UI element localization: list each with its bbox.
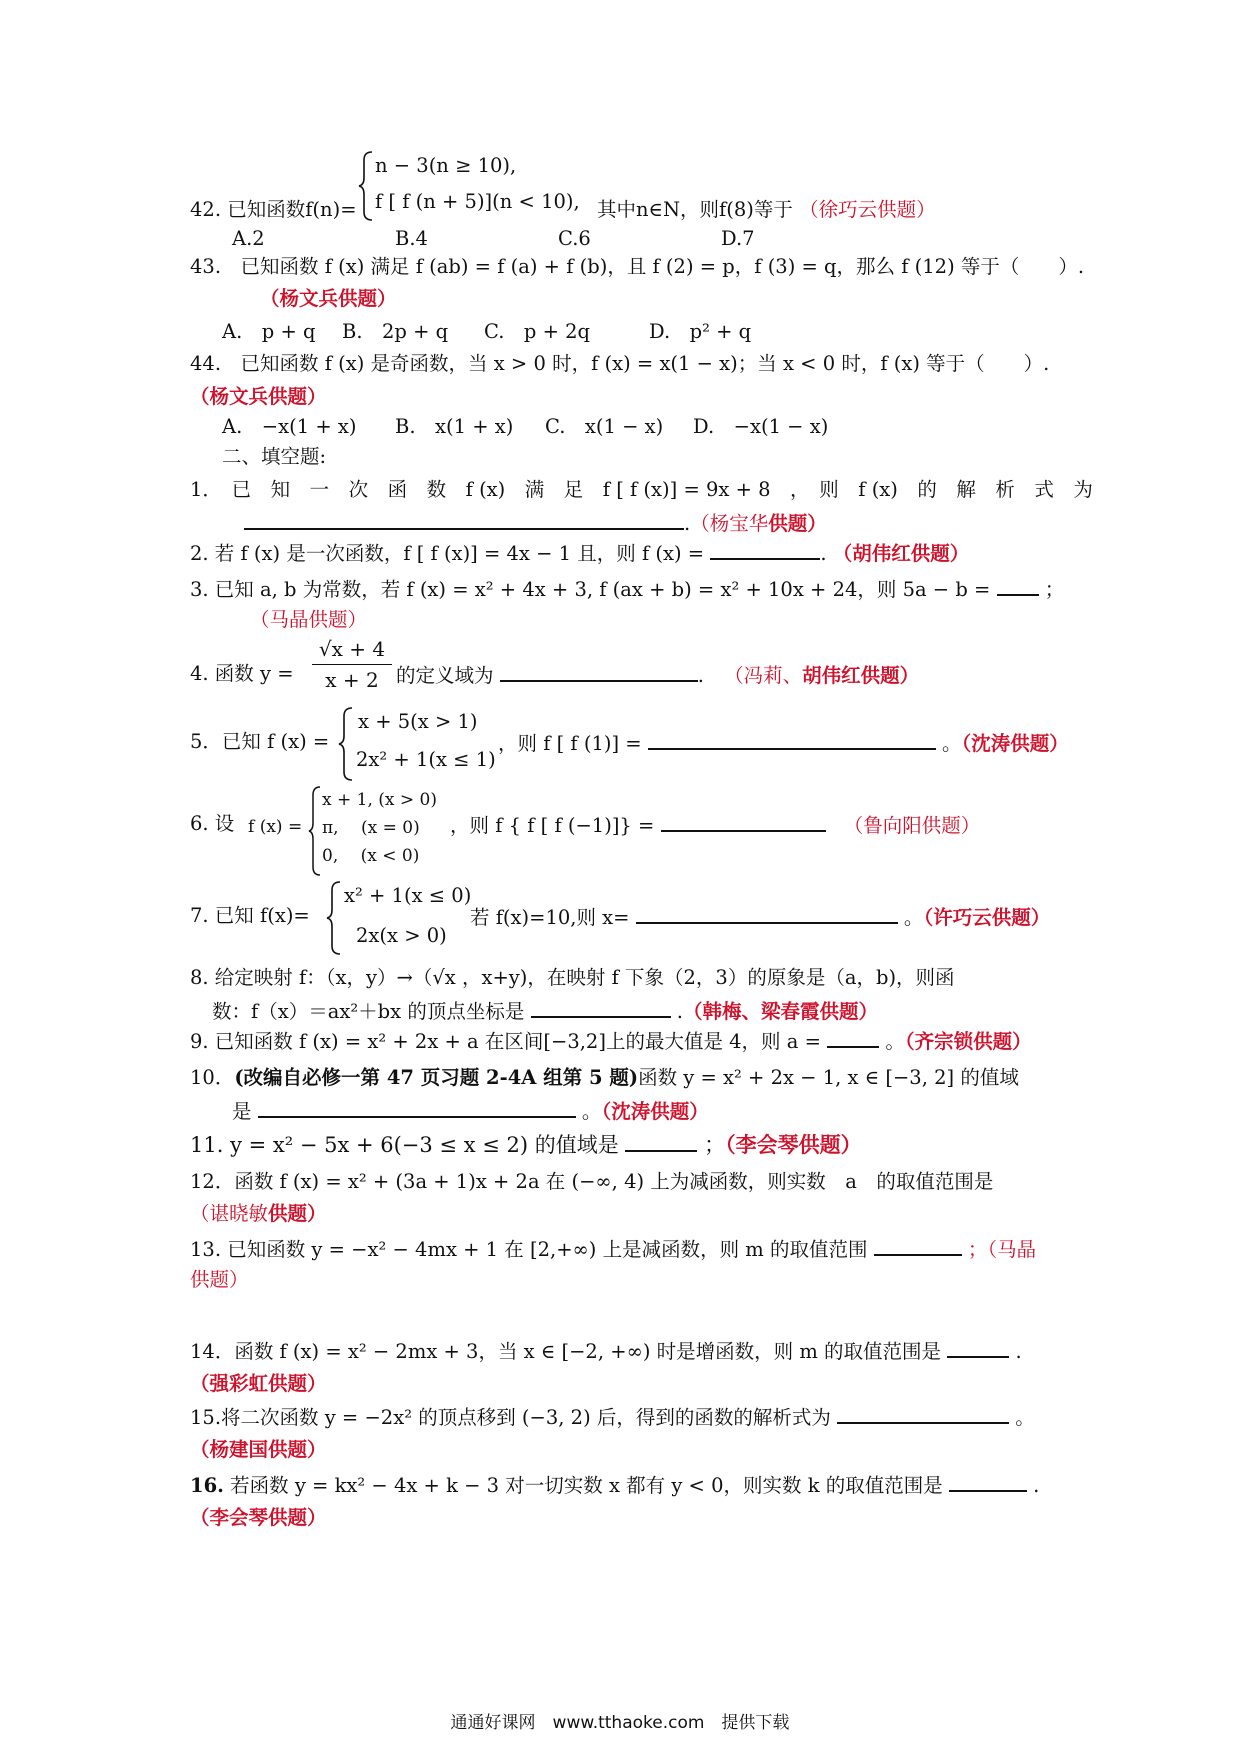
f12-source-1: （谌晓敏: [190, 1202, 269, 1225]
q43-option-a: A. p + q: [222, 320, 316, 343]
f2-answer-blank[interactable]: [710, 538, 820, 560]
f5-tail: 。: [942, 732, 962, 755]
q43-options: [222, 318, 1092, 346]
f9-source: （齐宗锁供题）: [904, 1030, 1032, 1053]
f6-row-1: x + 1, (x > 0): [322, 790, 437, 810]
q43-option-c: C. p + 2q: [484, 320, 591, 343]
f10-line-2: 是: [232, 1100, 252, 1123]
f6-row-3: 0, (x < 0): [322, 846, 420, 866]
f6-pre: 6. 设: [190, 812, 235, 835]
q42-option-a: A.2: [232, 227, 265, 250]
f9-tail: 。: [885, 1030, 905, 1053]
f10-tail: 。: [581, 1100, 602, 1123]
f13-line-2: 供题）: [190, 1268, 249, 1291]
q43-text: 43. 已知函数 f (x) 满足 f (ab) = f (a) + f (b)，且 f (2) = p，f (3) = q，那么 f (12) 等于（ ）.: [190, 255, 1085, 278]
f14-tail: .: [1015, 1340, 1022, 1363]
f15-answer-blank[interactable]: [837, 1402, 1009, 1424]
f3-source: （马晶供题）: [250, 608, 368, 631]
q42-tail: 其中n∈N，则f(8)等于: [597, 198, 793, 221]
brace-icon: [338, 706, 354, 782]
f4-denominator: x + 2: [325, 668, 379, 692]
q44-option-d: D. −x(1 − x): [693, 415, 829, 438]
f10-text: 函数 y = x² + 2x − 1, x ∈ [−3, 2] 的值域: [638, 1066, 1019, 1089]
f4-source-2: 胡伟红供题）: [802, 664, 920, 687]
q44-text: 44. 已知函数 f (x) 是奇函数，当 x > 0 时，f (x) = x(1 − x)；当 x < 0 时，f (x) 等于（ ）.: [190, 352, 1050, 375]
q44-source: （杨文兵供题）: [190, 385, 327, 408]
f7-top: x² + 1(x ≤ 0): [344, 884, 472, 907]
f8-line-2: 数：f（x）＝ax²＋bx 的顶点坐标是: [212, 1000, 525, 1023]
f5-answer-blank[interactable]: [648, 728, 936, 750]
f11-source: （李会琴供题）: [725, 1132, 862, 1157]
f7-tail: 。: [903, 906, 924, 929]
f16-answer-blank[interactable]: [949, 1470, 1027, 1492]
f6-row-2: π, (x = 0): [322, 818, 420, 838]
f4-numerator: √x + 4: [312, 634, 392, 665]
f7-bottom: 2x(x > 0): [356, 924, 447, 947]
f3-answer-blank[interactable]: [997, 574, 1039, 596]
f13-text: 13. 已知函数 y = −x² − 4mx + 1 在 [2,+∞) 上是减函数，则 m 的取值范围: [190, 1238, 868, 1261]
f8-tail: .: [676, 1000, 683, 1023]
f7-answer-blank[interactable]: [636, 902, 898, 924]
fill-question-9: [190, 1026, 1060, 1056]
f11-text: 11. y = x² − 5x + 6(−3 ≤ x ≤ 2) 的值域是: [190, 1133, 619, 1157]
f15-tail: 。: [1015, 1406, 1035, 1429]
f9-answer-blank[interactable]: [827, 1026, 879, 1048]
f8-source: （韩梅、梁春霞供题）: [682, 1000, 878, 1023]
f1-text: 1． 已 知 一 次 函 数 f (x) 满 足 f [ f (x)] = 9x + 8 ， 则 f (x) 的 解 析 式 为: [190, 478, 1093, 501]
f8-answer-blank[interactable]: [531, 996, 671, 1018]
q42-brace-top: n − 3(n ≥ 10),: [375, 154, 517, 177]
q42-options: [232, 225, 1102, 253]
f15-source: （杨建国供题）: [190, 1438, 327, 1461]
f11-answer-blank[interactable]: [625, 1130, 697, 1152]
f1-source-bold: 供题）: [768, 512, 827, 535]
f7-post: 若 f(x)=10,则 x=: [470, 906, 630, 929]
f2-text: 2. 若 f (x) 是一次函数，f [ f (x)] = 4x − 1 且，则 f (x) =: [190, 542, 705, 565]
f4-pre: 4. 函数 y =: [190, 662, 294, 685]
brace-icon: [326, 880, 342, 956]
f7-pre: 7. 已知 f(x)=: [190, 904, 310, 927]
q43-option-d: D. p² + q: [649, 320, 752, 343]
q42-option-b: B.4: [395, 227, 428, 250]
f10-number: 10．: [190, 1066, 235, 1089]
f1-answer-blank[interactable]: [244, 508, 684, 530]
fill-question-2: 2. 若 f (x) 是一次函数，f [ f (x)] = 4x − 1 且，则 f (x) = . （胡伟红供题）: [190, 538, 1060, 568]
f6-answer-blank[interactable]: [661, 810, 826, 832]
f7-source: （许巧云供题）: [923, 906, 1051, 929]
f12-text: 12．函数 f (x) = x² + (3a + 1)x + 2a 在 (−∞, 4) 上为减函数，则实数 a 的取值范围是: [190, 1170, 994, 1193]
q44-option-c: C. x(1 − x): [545, 415, 664, 438]
f14-answer-blank[interactable]: [947, 1336, 1009, 1358]
f14-text: 14．函数 f (x) = x² − 2mx + 3，当 x ∈ [−2, +∞) 时是增函数，则 m 的取值范围是: [190, 1340, 942, 1363]
q42-option-c: C.6: [558, 227, 591, 250]
f16-text: 若函数 y = kx² − 4x + k − 3 对一切实数 x 都有 y < 0，则实数 k 的取值范围是: [223, 1474, 943, 1497]
f5-pre: 5．已知 f (x) =: [190, 730, 330, 753]
f5-bottom: 2x² + 1(x ≤ 1): [356, 748, 496, 771]
brace-icon: [308, 785, 322, 877]
q42-option-d: D.7: [721, 227, 755, 250]
f4-source-1: （冯莉、: [724, 664, 803, 687]
q42-brace-bottom: f [ f (n + 5)](n < 10),: [375, 190, 580, 213]
f16-tail: .: [1033, 1474, 1040, 1497]
f5-source: （沈涛供题）: [961, 732, 1069, 755]
q44-option-a: A. −x(1 + x): [222, 415, 357, 438]
f10-source: （沈涛供题）: [601, 1100, 709, 1123]
f16-number: 16.: [190, 1474, 224, 1497]
f6-post: ，则 f { f [ f (−1)]} =: [450, 814, 655, 837]
f12-source-2: 供题）: [268, 1202, 327, 1225]
f6-source: （鲁向阳供题）: [843, 814, 981, 837]
f9-text: 9. 已知函数 f (x) = x² + 2x + a 在区间[−3,2]上的最大值是 4，则 a =: [190, 1030, 821, 1053]
q43-source: （杨文兵供题）: [260, 287, 397, 310]
f10-note: (改编自必修一第 47 页习题 2-4A 组第 5 题): [234, 1066, 639, 1089]
f6-fx: f (x) =: [248, 817, 303, 837]
f4-post: 的定义域为: [396, 664, 494, 687]
page-footer: 通通好课网 www.tthaoke.com 提供下载: [450, 1713, 790, 1733]
f15-text: 15.将二次函数 y = −2x² 的顶点移到 (−3, 2) 后，得到的函数的解析式为: [190, 1406, 831, 1429]
f14-source: （强彩虹供题）: [190, 1372, 327, 1395]
q44-options: [222, 413, 1092, 441]
f13-tail: ；（马晶: [967, 1238, 1037, 1261]
fill-question-11: [190, 1130, 1060, 1159]
f13-answer-blank[interactable]: [874, 1234, 962, 1256]
document-page: n − 3(n ≥ 10), 42. 已知函数f(n)= f [ f (n + 5)](n < 10), 其中n∈N，则f(8)等于 （徐巧云供题） A.2 B.4 C.6 D.7 43. 已知函数 f (x) 满足 f (ab) = f (a) + f (b)，且 f (2) = p，f (3) = q，那么 f (12) 等于（ ）. （杨文兵供题） A. p + q B. 2p + q C. p + 2q D. p² + q 44. 已知函数 f (x) 是奇函数，当 x > 0 时，f (x) = x(1 − x)；当 x < 0 时，f (x) 等于（ ）. （杨文兵供题） A. −x(1 + x) B. x(1 + x) C. x(1 − x) D. −x(1 − x) 二、填空题: 1． 已 知 一 次 函 数 f (x) 满 足 f [ f (x)] = 9x + 8 ， 则 f (x) 的 解 析 式 为 .（杨宝华供题） 2. 若 f (x) 是一次函数，f [ f (x)] = 4x − 1 且，则 f (x) = . （胡伟红供题） 3. 已知 a, b 为常数，若 f (x) = x² + 4x + 3, f (ax + b) = x² + 10x + 24，则 5a − b = ； （马晶供题） 4. 函数 y = $\frac{√x + 4}{x + 2}$ 的定义域为 . （冯莉、胡伟红供题） 5．已知 f (x) = x + 5(x > 1) 2x² + 1(x ≤ 1) ，则 f [ f (1)] = 。（沈涛供题） 6. 设 f (x) = x + 1, (x > 0) π, (x = 0) 0, (x < 0) ，则 f { f [ f (−1)]} = （鲁向阳供题） 7. 已知 f(x)= x² + 1(x ≤ 0) 2x(x > 0) 若 f(x)=10,则 x= 。（许巧云供题） 8. 给定映射 f：（x，y）→（√x ，x+y)，在映射 f 下象（2，3）的原象是（a，b)，则函 数：f（x）＝ax²＋bx 的顶点坐标是 .（韩梅、梁春霞供题） 9. 已知函数 f (x) = x² + 2x + a 在区间[−3,2]上的最大值是 4，则 a = 。（齐宗锁供题） 10．(改编自必修一第 47 页习题 2-4A 组第 5 题)函数 y = x² + 2x − 1, x ∈ [−3, 2] 的值域 是 。（沈涛供题） 11. y = x² − 5x + 6(−3 ≤ x ≤ 2) 的值域是 ；（李会琴供题） 12．函数 f (x) = x² + (3a + 1)x + 2a 在 (−∞, 4) 上为减函数，则实数 a 的取值范围是 （谌晓敏供题） 13. 已知函数 y = −x² − 4mx + 1 在 [2,+∞) 上是减函数，则 m 的取值范围 ；（马晶 供题） 14．函数 f (x) = x² − 2mx + 3，当 x ∈ [−2, +∞) 时是增函数，则 m 的取值范围是 . （强彩虹供题） 15.将二次函数 y = −2x² 的顶点移到 (−3, 2) 后，得到的函数的解析式为 。 （杨建国供题） 16. 若函数 y = kx² − 4x + k − 3 对一切实数 x 都有 y < 0，则实数 k 的取值范围是 . （李会琴供题） 通通好课网 www.tthaoke.com 提供下载: [0, 0, 1240, 1754]
q43-option-b: B. 2p + q: [342, 320, 449, 343]
f4-answer-blank[interactable]: [500, 660, 698, 682]
q44-option-b: B. x(1 + x): [395, 415, 514, 438]
f3-tail: ；: [1044, 578, 1065, 601]
f3-text: 3. 已知 a, b 为常数，若 f (x) = x² + 4x + 3, f (ax + b) = x² + 10x + 24，则 5a − b =: [190, 578, 991, 601]
q42-stem: 42. 已知函数f(n)=: [190, 198, 357, 221]
f16-source: （李会琴供题）: [190, 1506, 327, 1529]
f8-line-1: 8. 给定映射 f：（x，y）→（√x ，x+y)，在映射 f 下象（2，3）的原象是（a，b)，则函: [190, 966, 955, 989]
f5-post: ，则 f [ f (1)] =: [498, 732, 642, 755]
f5-top: x + 5(x > 1): [358, 710, 478, 733]
f11-tail: ；: [704, 1133, 726, 1157]
f2-source: （胡伟红供题）: [832, 542, 970, 565]
f10-answer-blank[interactable]: [258, 1096, 576, 1118]
f1-source: （杨宝华: [690, 512, 769, 535]
section-heading: 二、填空题:: [222, 445, 327, 468]
q42-source: （徐巧云供题）: [799, 198, 936, 221]
